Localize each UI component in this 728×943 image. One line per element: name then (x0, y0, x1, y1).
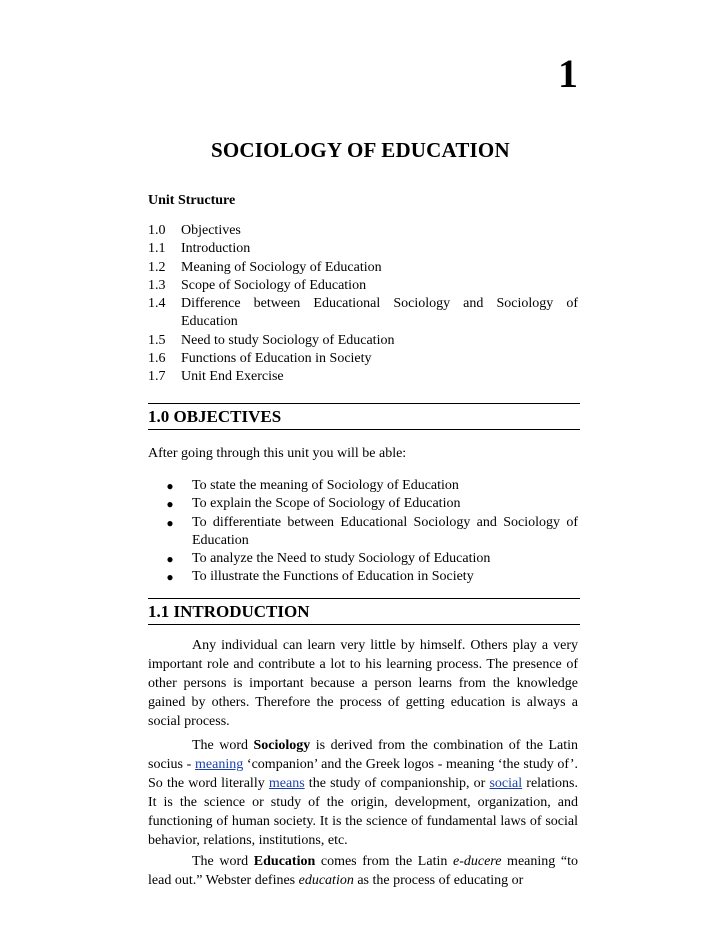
term-education: Education (253, 854, 316, 869)
objectives-list (148, 477, 578, 587)
chapter-title: SOCIOLOGY OF EDUCATION (211, 138, 510, 162)
bullet-icon: ● (166, 515, 174, 530)
unit-structure-list (148, 222, 578, 387)
link-means[interactable]: means (268, 776, 305, 791)
toc-item: 1.7 Unit End Exercise (148, 369, 284, 385)
bullet-icon: ● (166, 552, 174, 567)
toc-item: 1.2 Meaning of Sociology of Education (148, 259, 382, 275)
chapter-number: 1 (558, 51, 578, 96)
unit-structure-heading: Unit Structure (148, 193, 236, 208)
introduction-paragraph-3: The word Education comes from the Latin e-ducere meaning “to lead out.” Webster defines education as the process of educating or (148, 854, 578, 888)
objectives-heading: 1.0 OBJECTIVES (148, 403, 580, 430)
term-sociology: Sociology (253, 738, 311, 753)
introduction-paragraph-2: The word Sociology is derived from the combination of the Latin socius - meaning ‘companion’ and the Greek logos - meaning ‘the study of’. So the word literally means the study of companionship, or social relations. It is the science or study of the origin, development, organization, and functioning of human society. It is the science of fundamental laws of social behavior, relations, institutions, etc. (148, 738, 579, 848)
bullet-icon: ● (166, 570, 174, 585)
bullet-icon: ● (166, 497, 174, 512)
toc-item: 1.3 Scope of Sociology of Education (148, 277, 367, 293)
toc-item: 1.0 Objectives (148, 223, 241, 238)
list-item: ● To explain the Scope of Sociology of Education (148, 495, 578, 513)
objectives-intro: After going through this unit you will be able: (148, 446, 407, 461)
introduction-heading: 1.1 INTRODUCTION (148, 598, 580, 625)
list-item: ● To illustrate the Functions of Education in Society (148, 568, 578, 586)
link-meaning[interactable]: meaning (195, 757, 244, 772)
bullet-icon: ● (166, 479, 174, 493)
list-item: ● To differentiate between Educational Sociology and Sociology of Education (148, 514, 578, 551)
introduction-paragraph-1: Any individual can learn very little by himself. Others play a very important role and contribute a lot to his learning process. The presence of other persons is important because a person learns from the knowledge gained by others. Therefore the process of getting education is always a social process. (148, 638, 578, 729)
toc-item: 1.4 Difference between Educational Sociology and Sociology of Education (148, 296, 578, 330)
toc-item: 1.5 Need to study Sociology of Education (148, 332, 395, 348)
toc-item: 1.6 Functions of Education in Society (148, 351, 372, 367)
list-item: ● To analyze the Need to study Sociology of Education (148, 550, 578, 568)
link-social[interactable]: social (489, 776, 523, 791)
toc-item: 1.1 Introduction (148, 241, 251, 257)
list-item: ● To state the meaning of Sociology of Education (148, 477, 578, 495)
